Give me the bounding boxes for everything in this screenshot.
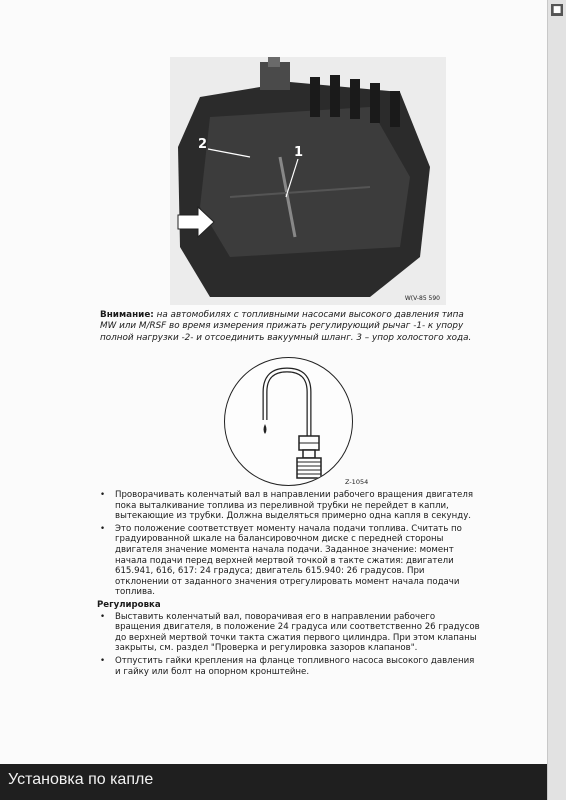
caption-bar <box>0 764 548 800</box>
site-logo-icon: ■ <box>552 5 562 15</box>
fuel-pump-photo <box>170 57 446 305</box>
bullet-dot: • <box>100 523 106 534</box>
list-item <box>95 656 480 677</box>
callout-label-1: 1 <box>294 145 304 160</box>
list-item <box>95 524 480 598</box>
side-strip <box>547 0 566 800</box>
list-item <box>95 612 480 654</box>
list-item-text: Это положение соответствует моменту начала подачи топлива. Считать по градуированной шкале на балансировочном диске с передней стороны двигателя значение момента начала подачи. Заданное значение: момент начала подачи перед верхней мертвой точкой в такте сжатия: двигатели 615.941, 616, 617: 24 градуса; двигатель 615.940: 26 градусов. При отклонении от заданного значения отрегулировать момент начала подачи топлива. <box>115 523 462 598</box>
bullet-dot: • <box>100 611 106 622</box>
list-item-text: Выставить коленчатый вал, поворачивая его в направлении рабочего вращения двигателя, в положение 24 градуса или соответственно 26 градусов до верхней мертвой точки такта сжатия первого цилиндра. При этом клапаны закрыты, см. раздел "Проверка и регулировка зазоров клапанов". <box>115 611 480 654</box>
caption-text: Установка по капле <box>8 771 154 788</box>
overflow-tube-drawing <box>225 358 352 485</box>
overflow-tube-diagram <box>224 357 353 486</box>
list-item <box>95 490 480 522</box>
list-item-text: Отпустить гайки крепления на фланце топливного насоса высокого давления и гайку или болт на опорном кронштейне. <box>115 655 475 677</box>
warning-paragraph <box>100 310 476 344</box>
section-heading: Регулировка <box>97 599 161 610</box>
bullet-dot: • <box>100 490 106 500</box>
callout-label-2: 2 <box>198 137 208 152</box>
photo-reference-code: W(V-85 590 <box>404 295 440 302</box>
list-item-text: Проворачивать коленчатый вал в направлении рабочего вращения двигателя пока выталкивание топлива из переливной трубки не перейдет в капли, вытекающие из трубки. Должна выделяться примерно одна капля в секунду. <box>115 490 474 522</box>
bullet-dot: • <box>100 655 106 666</box>
instructions <box>95 490 480 679</box>
fuel-pump-illustration <box>170 57 446 305</box>
warning-label: Внимание: <box>100 310 154 320</box>
diagram-reference-code: Z-1054 <box>345 478 369 486</box>
warning-text: на автомобилях с топливными насосами высокого давления типа MW или M/RSF во время измерения прижать регулирующий рычаг -1- к упору полной нагрузки -2- и отсоединить вакуумный шланг. 3 – упор холостого хода. <box>100 310 472 343</box>
